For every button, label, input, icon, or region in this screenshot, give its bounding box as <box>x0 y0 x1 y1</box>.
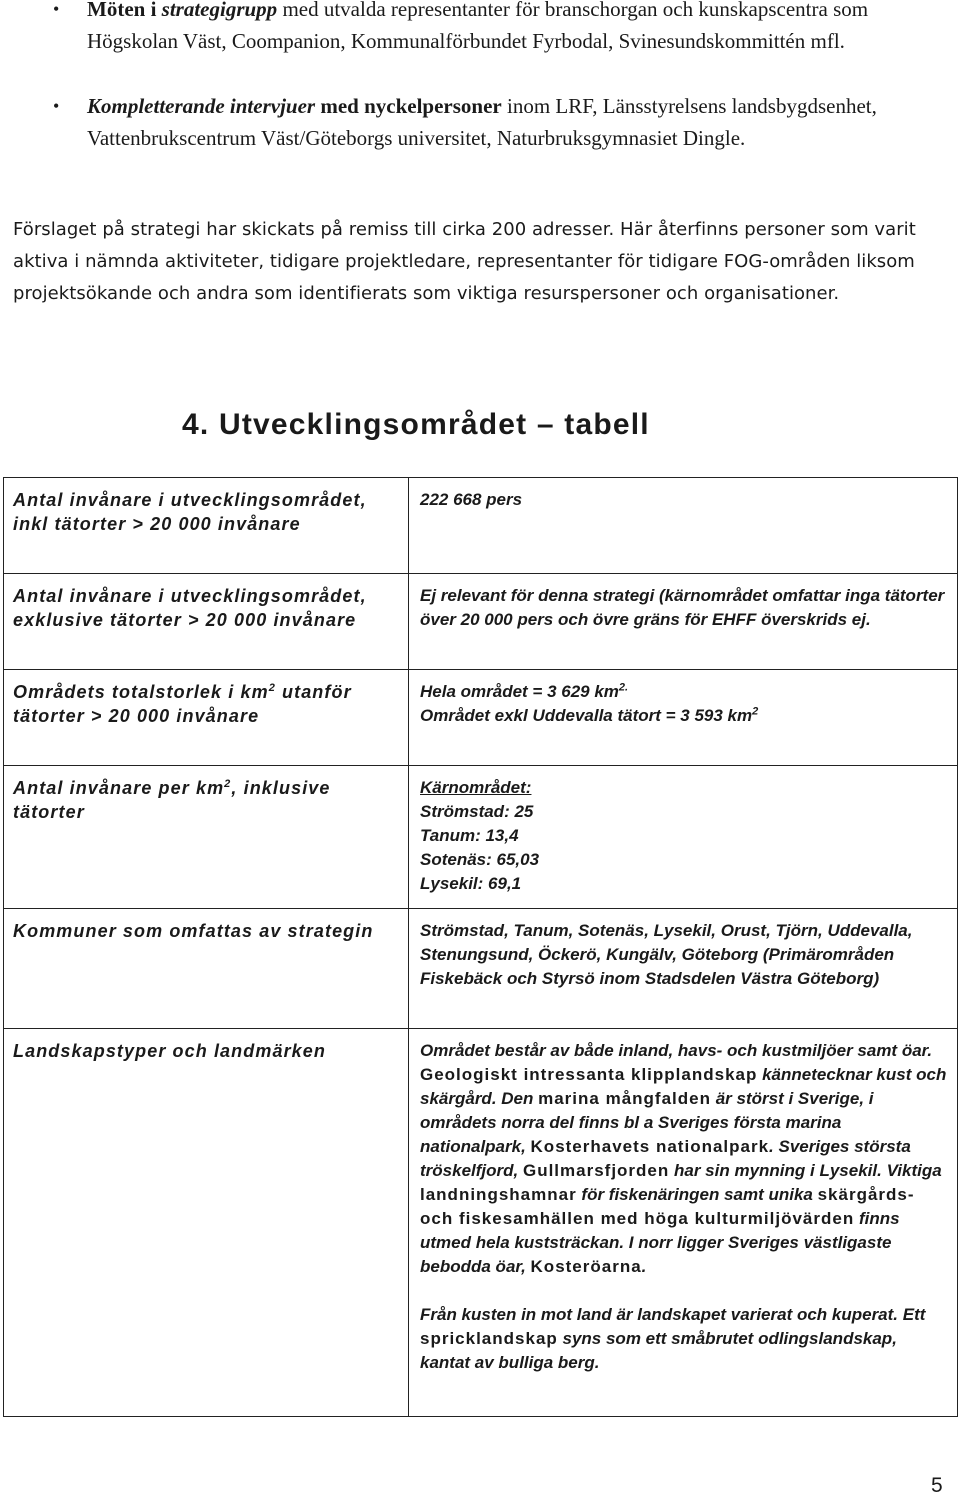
landscape-paragraph: Området består av både inland, havs- och kustmiljöer samt öar. Geologiskt intressanta klipplandskap kännetecknar kust och skärgård. Den marina mångfalden är störst i Sverige, i områdets norra del finns bl a Sveriges första marina nationalpark, Kosterhavets nationalpark. Sveriges största tröskelfjord, Gullmarsfjorden har sin mynning i Lysekil. Viktiga landningshamnar för fiskenäringen samt unika skärgårds- och fiskesamhällen med höga kulturmiljövärden finns utmed hela kuststräckan. I norr ligger Sveriges västligaste bebodda öar, Kosteröarna. <box>420 1041 947 1276</box>
page-number: 5 <box>931 1474 943 1497</box>
bullet-text: med utvalda representanter för branschorgan och kunskapscentra som Högskolan Väst, Coompanion, Kommunalförbundet Fyrbodal, Svinesundskommittén mfl. <box>87 0 869 53</box>
bullet-lead: med nyckelpersoner <box>315 94 502 118</box>
landscape-paragraph: Från kusten in mot land är landskapet varierat och kuperat. Ett spricklandskap syns som ett småbrutet odlingslandskap, kantat av bulliga berg. <box>420 1305 926 1372</box>
row-value: Hela området = 3 629 $km^{2.}$ Området exkl Uddevalla tätort = 3 593 $km^2$ <box>409 670 958 766</box>
bullet-text: inom LRF, Länsstyrelsens landsbygdsenhet, Vattenbrukscentrum Väst/Göteborgs universitet, Naturbruksgymnasiet Dingle. <box>87 94 877 150</box>
row-label: Antal invånare i utvecklingsområdet, inkl tätorter > 20 000 invånare <box>4 478 409 574</box>
referral-paragraph: Förslaget på strategi har skickats på remiss till cirka 200 adresser. Här återfinns personer som varit aktiva i nämnda aktiviteter, tidigare projektledare, representanter för tidigare FOG-områden liksom projektsökande och andra som identifierats som viktiga resurspersoner och organisationer. <box>13 219 916 304</box>
row-value: Strömstad, Tanum, Sotenäs, Lysekil, Orust, Tjörn, Uddevalla, Stenungsund, Öckerö, Kungälv, Göteborg (Primärområden Fiskebäck och Styrsö inom Stadsdelen Västra Göteborg) <box>409 909 958 1029</box>
table-row <box>4 766 958 909</box>
row-value <box>409 766 958 909</box>
density-line: Strömstad: 25 <box>420 802 534 821</box>
bullet-interviews <box>53 90 947 154</box>
bullet-lead-italic: Kompletterande intervjuer <box>87 94 316 118</box>
table-row <box>4 1029 958 1417</box>
bullet-lead-italic: strategigrupp <box>161 0 278 21</box>
row-label: Antal invånare i utvecklingsområdet, exklusive tätorter > 20 000 invånare <box>4 574 409 670</box>
table-row <box>4 909 958 1029</box>
section-heading: 4. Utvecklingsområdet – tabell <box>182 408 650 441</box>
row-label: Kommuner som omfattas av strategin <box>4 909 409 1029</box>
row-value: Ej relevant för denna strategi (kärnområdet omfattar inga tätorter över 20 000 pers och övre gräns för EHFF överskrids ej. <box>409 574 958 670</box>
core-area-heading: Kärnområdet: <box>420 778 532 797</box>
bullet-strategy-group <box>53 0 947 57</box>
row-label: Antal invånare per $km^2$, inklusive tätorter <box>4 766 409 909</box>
row-label: Områdets totalstorlek i $km^2$ utanför tätorter > 20 000 invånare <box>4 670 409 766</box>
bullet-dot-icon: • <box>53 96 60 116</box>
development-area-table <box>3 477 958 1417</box>
row-value <box>409 1029 958 1417</box>
density-line: Tanum: 13,4 <box>420 826 519 845</box>
bullet-lead: Möten i <box>87 0 162 21</box>
row-value: 222 668 pers <box>409 478 958 574</box>
bullet-dot-icon: • <box>53 0 60 19</box>
table-row <box>4 478 958 574</box>
table-row <box>4 670 958 766</box>
table-row <box>4 574 958 670</box>
row-label: Landskapstyper och landmärken <box>4 1029 409 1417</box>
density-line: Sotenäs: 65,03 <box>420 850 540 869</box>
density-line: Lysekil: 69,1 <box>420 874 522 893</box>
